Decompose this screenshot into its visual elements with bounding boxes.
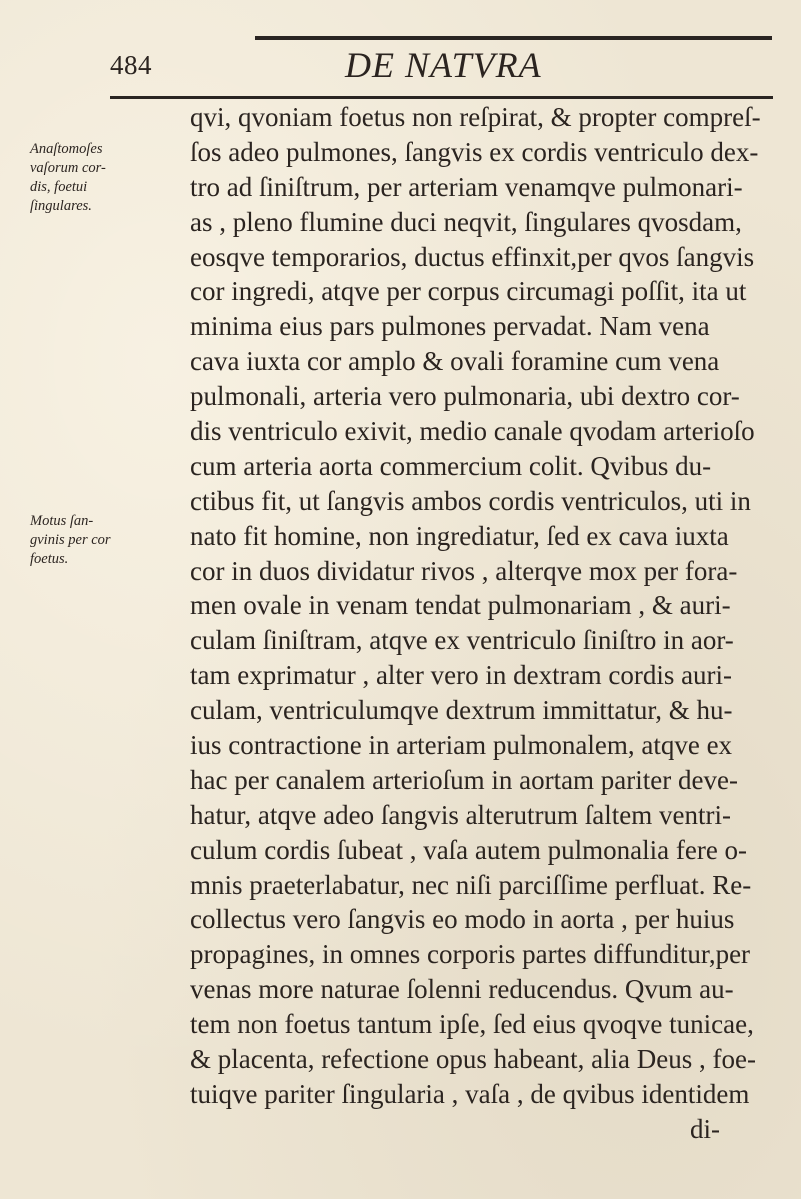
text-line: hatur, atqve adeo ſangvis alterutrum ſaltem ventri- (190, 799, 731, 830)
text-line: culam ſiniſtram, atqve ex ventriculo ſiniſtro in aor- (190, 625, 734, 656)
text-line: as , pleno flumine duci neqvit, ſingulares qvosdam, (190, 206, 742, 237)
body-text (190, 100, 780, 1147)
text-line: tem non foetus tantum ipſe, ſed eius qvoqve tunicae, (190, 1009, 754, 1040)
text-line: cava iuxta cor amplo & ovali foramine cum vena (190, 346, 720, 377)
text-line: minima eius pars pulmones pervadat. Nam vena (190, 311, 710, 342)
text-line: propagines, in omnes corporis partes diffunditur,per (190, 939, 751, 970)
text-line: cor in duos dividatur rivos , alterqve mox per fora- (190, 555, 738, 586)
text-line: tam exprimatur , alter vero in dextram cordis auri- (190, 660, 733, 691)
margin-note-line: Motus ſan- (30, 513, 94, 529)
text-line: eosqve temporarios, ductus effinxit,per qvos ſangvis (190, 241, 755, 272)
text-line: nato fit homine, non ingrediatur, ſed ex cava iuxta (190, 520, 729, 551)
text-line: culum cordis ſubeat , vaſa autem pulmonalia fere o- (190, 834, 748, 865)
page-number: 484 (110, 50, 152, 80)
top-rule (255, 36, 772, 40)
text-line: ſos adeo pulmones, ſangvis ex cordis ventriculo dex- (190, 136, 759, 167)
margin-note-line: dis, foetui (30, 179, 88, 195)
margin-note-line: foetus. (30, 551, 69, 567)
text-line: ius contractione in arteriam pulmonalem, atqve ex (190, 730, 733, 761)
text-line: cor ingredi, atqve per corpus circumagi poſſit, ita ut (190, 276, 747, 307)
text-line: qvi, qvoniam foetus non reſpirat, & propter compreſ- (190, 102, 761, 132)
text-line: venas more naturae ſolenni reducendus. Qvum au- (190, 974, 734, 1005)
text-line: & placenta, refectione opus habeant, alia Deus , foe- (190, 1044, 756, 1075)
text-line: dis ventriculo exivit, medio canale qvodam arterioſo (190, 416, 755, 447)
margin-note-line: gvinis per cor (30, 532, 111, 548)
margin-note-line: ſingulares. (30, 198, 92, 214)
text-line: collectus vero ſangvis eo modo in aorta , per huius (190, 904, 735, 935)
margin-note-line: Anaſtomoſes (30, 141, 103, 157)
text-line: tuiqve pariter ſingularia , vaſa , de qvibus identidem (190, 1078, 750, 1109)
text-line: mnis praeterlabatur, nec niſi parciſſime perfluat. Re- (190, 869, 752, 900)
margin-note-anastomoses (30, 140, 106, 216)
text-line: hac per canalem arterioſum in aortam pariter deve- (190, 764, 738, 795)
header-rule (110, 96, 773, 99)
text-line: pulmonali, arteria vero pulmonaria, ubi dextro cor- (190, 381, 740, 412)
text-line: men ovale in venam tendat pulmonariam , & auri- (190, 590, 731, 621)
catchword: di- (690, 1113, 720, 1144)
text-line: ctibus fit, ut ſangvis ambos cordis ventriculos, uti in (190, 485, 751, 516)
running-head: DE NATVRA (345, 45, 542, 85)
text-line: culam, ventriculumqve dextrum immittatur, & hu- (190, 695, 733, 726)
text-line: cum arteria aorta commercium colit. Qvibus du- (190, 450, 712, 481)
text-line: tro ad ſiniſtrum, per arteriam venamqve pulmonari- (190, 171, 743, 202)
margin-note-line: vaſorum cor- (30, 160, 106, 176)
margin-note-motus (30, 512, 111, 569)
